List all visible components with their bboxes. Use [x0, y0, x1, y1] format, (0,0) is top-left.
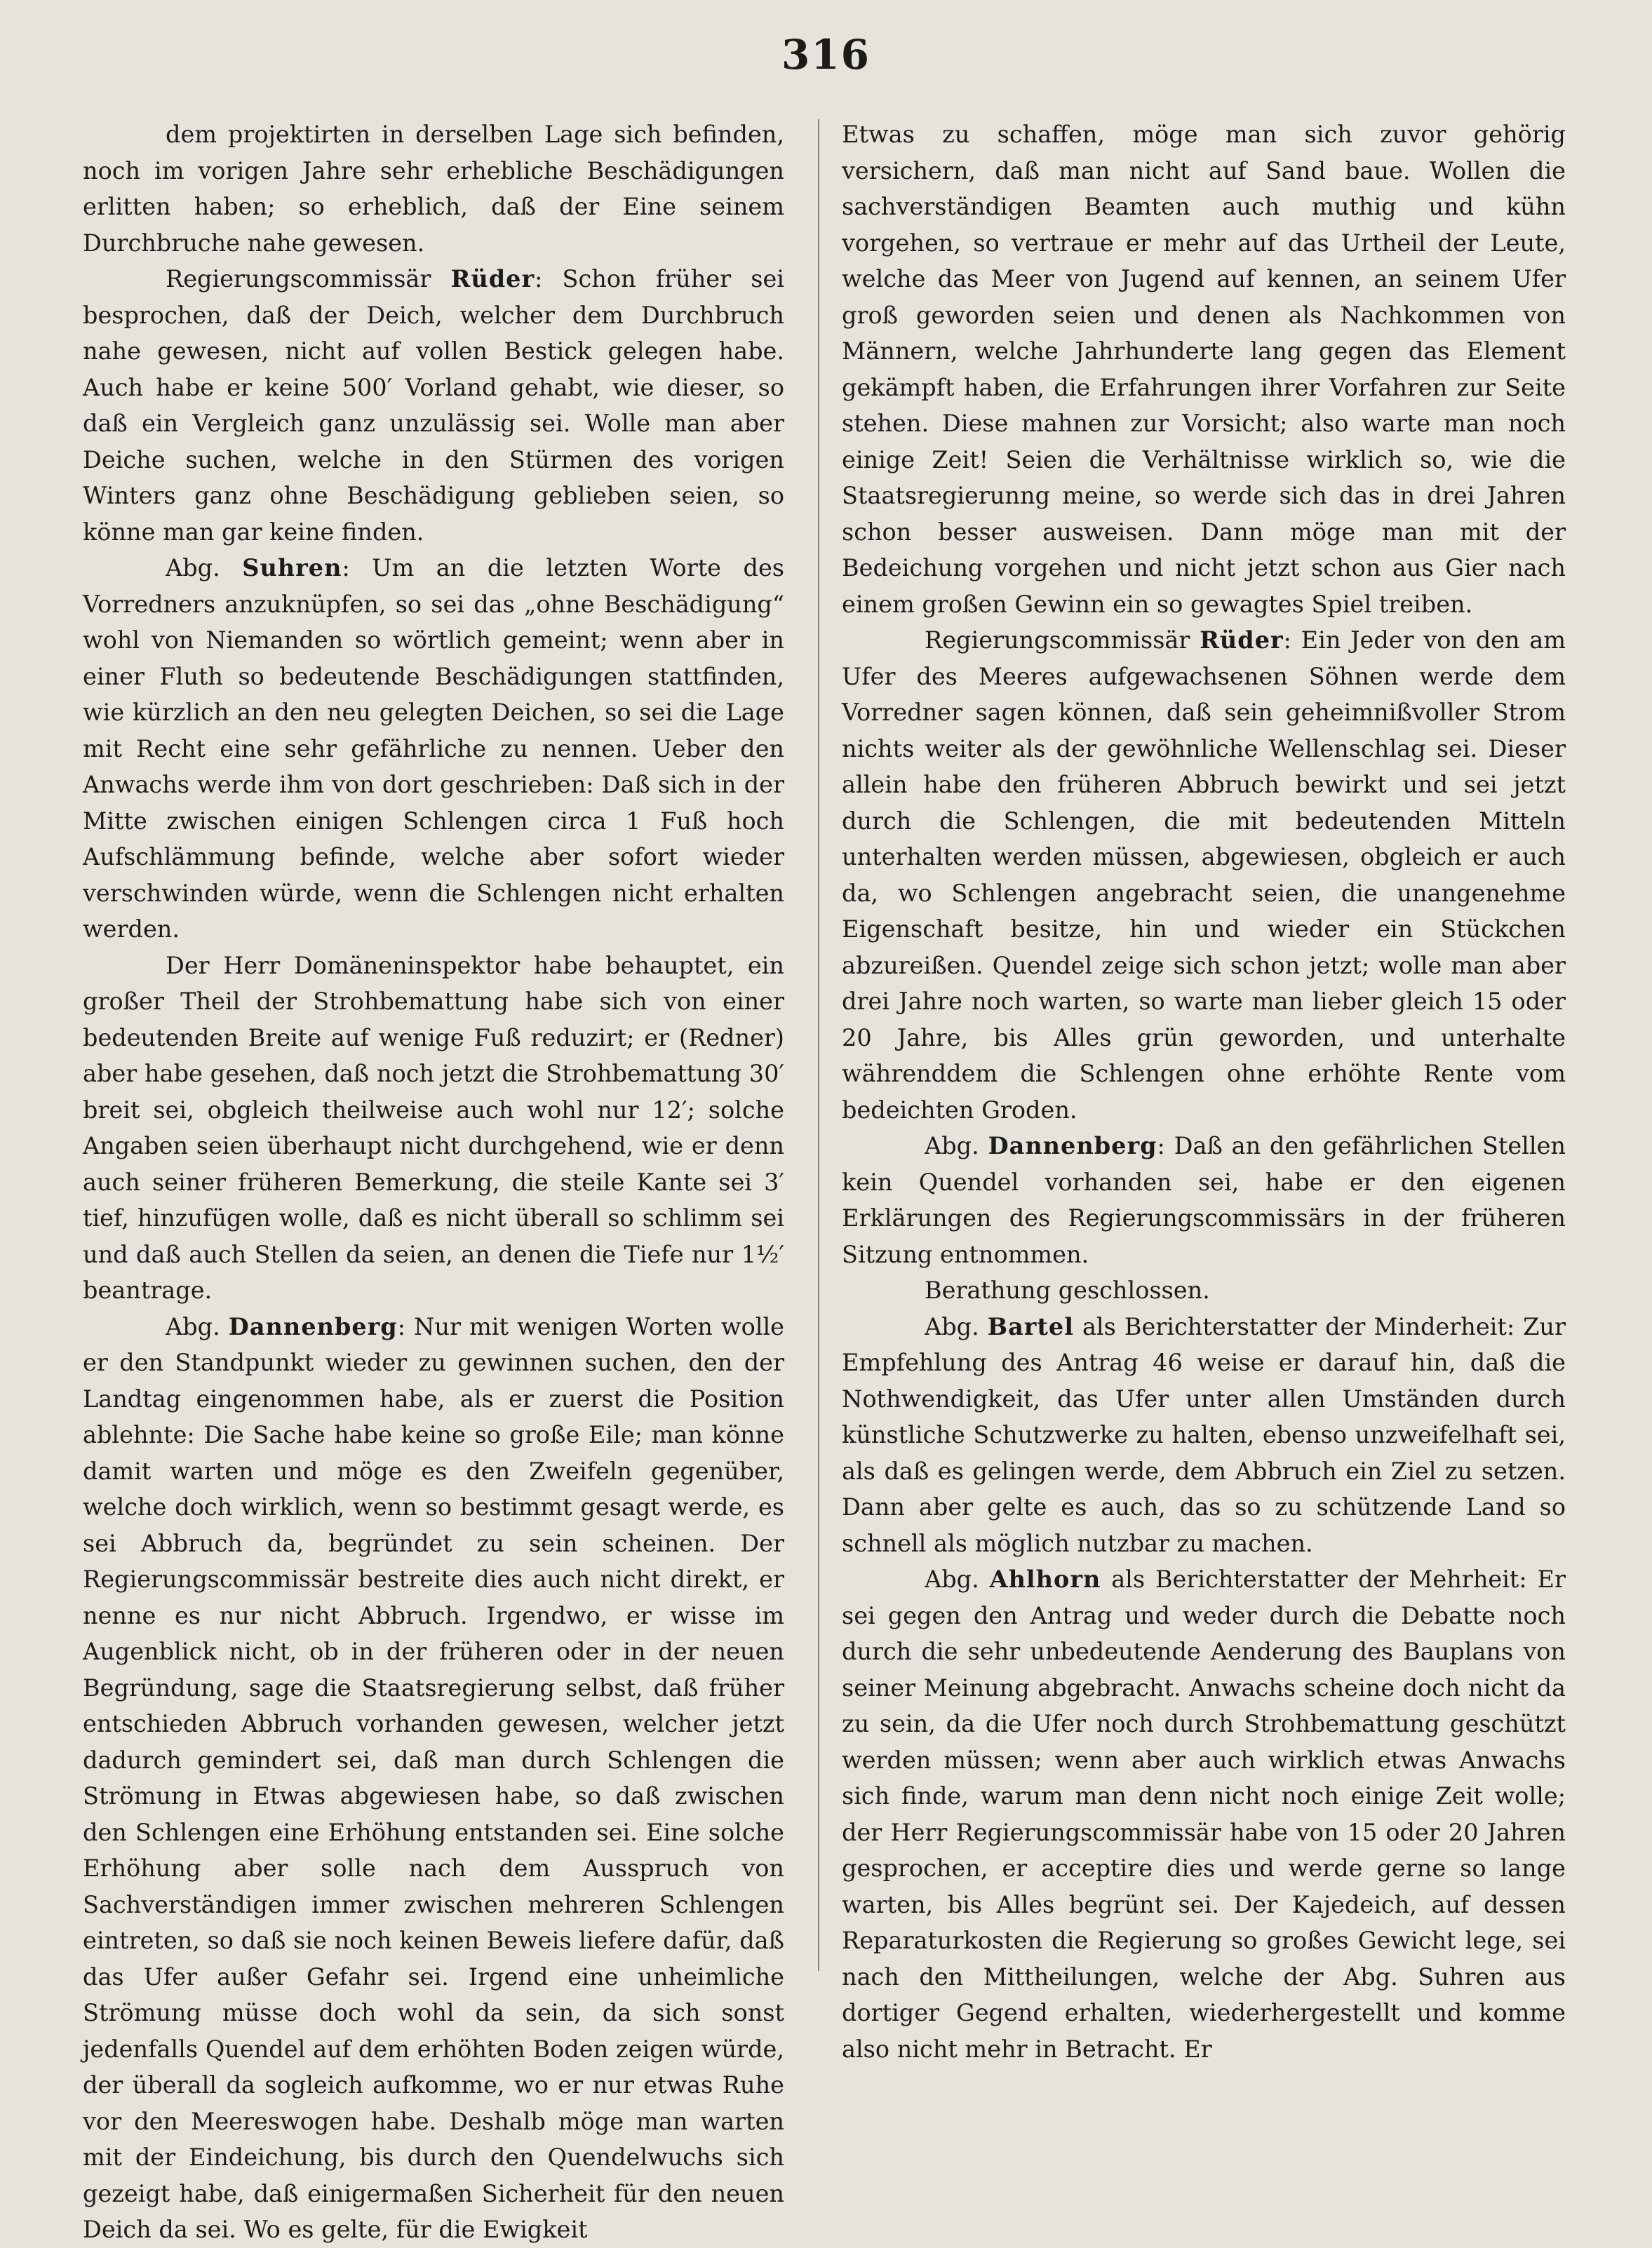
speaker-name: Ahlhorn — [989, 1566, 1101, 1593]
paragraph-text: Etwas zu schaffen, möge man sich zuvor gehörig versichern, daß man nicht auf Sand baue. Wollen die sachverständigen Beamten auch muthig und kühn vorgehen, so vertraue er mehr auf das Urtheil der Leute, welche das Meer von Jugend auf kennen, an seinem Ufer groß geworden seien und denen als Nachkommen von Männern, welche Jahrhunderte lang gegen das Element gekämpft haben, die Erfahrungen ihrer Vorfahren zur Seite stehen. Diese mahnen zur Vorsicht; also warte man noch einige Zeit! Seien die Verhältnisse wirklich so, wie die Staatsregierunng meine, so werde sich das in drei Jahren schon besser ausweisen. Dann möge man mit der Bedeichung vorgehen und nicht jetzt schon aus Gier nach einem großen Gewinn ein so gewagtes Spiel treiben. — [842, 121, 1566, 618]
paragraph-text: Der Herr Domäneninspektor habe behauptet, ein großer Theil der Strohbemattung habe sich von einer bedeutenden Breite auf wenige Fuß reduzirt; er (Redner) aber habe gesehen, daß noch jetzt die Strohbemattung 30′ breit sei, obgleich theilweise auch wohl nur 12′; solche Angaben seien überhaupt nicht durchgehend, wie er denn auch seiner früheren Bemerkung, die steile Kante sei 3′ tief, hinzufügen wolle, daß es nicht überall so schlimm sei und daß auch Stellen da seien, an denen die Tiefe nur 1½′ beantrage. — [83, 951, 784, 1304]
paragraph-text: : Nur mit wenigen Worten wolle er den Standpunkt wieder zu gewinnen suchen, den der Landtag eingenommen habe, als er zuerst die Position ablehnte: Die Sache habe keine so große Eile; man könne damit warten und möge es den Zweifeln gegenüber, welche doch wirklich, wenn so bestimmt gesagt werde, es sei Abbruch da, begründet zu sein scheinen. Der Regierungscommissär bestreite dies auch nicht direkt, er nenne es nur nicht Abbruch. Irgendwo, er wisse im Augenblick nicht, ob in der früheren oder in der neuen Begründung, sage die Staatsregierung selbst, daß früher entschieden Abbruch vorhanden gewesen, welcher jetzt dadurch gemindert sei, daß man durch Schlengen die Strömung in Etwas abgewiesen habe, so daß zwischen den Schlengen eine Erhöhung entstanden sei. Eine solche Erhöhung aber solle nach dem Ausspruch von Sachverständigen immer zwischen mehreren Schlengen eintreten, so daß sie noch keinen Beweis liefere dafür, daß das Ufer außer Gefahr sei. Irgend eine unheimliche Strömung müsse doch wohl da sein, da sich sonst jedenfalls Quendel auf dem erhöhten Boden zeigen würde, der überall da sogleich aufkomme, wo er nur etwas Ruhe vor den Meereswogen habe. Deshalb möge man warten mit der Eindeichung, bis durch den Quendelwuchs sich gezeigt habe, daß einigermaßen Sicherheit für den neuen Deich da sei. Wo es gelte, für die Ewigkeit — [83, 1312, 784, 2243]
speaker-name: Dannenberg — [228, 1312, 398, 1340]
paragraph — [83, 116, 784, 261]
left-column — [83, 116, 784, 2243]
speaker-name: Rüder — [1200, 626, 1284, 654]
column-divider — [818, 119, 819, 1971]
right-column — [842, 116, 1566, 2073]
paragraph-text: : Ein Jeder von den am Ufer des Meeres aufgewachsenen Söhnen werde dem Vorredner sagen können, daß sein geheimnißvoller Strom nichts weiter als der gewöhnliche Wellenschlag sei. Dieser allein habe den früheren Abbruch bewirkt und sei jetzt durch die Schlengen, die mit bedeutenden Mitteln unterhalten werden müssen, abgewiesen, obgleich er auch da, wo Schlengen angebracht seien, die unangenehme Eigenschaft besitze, hin und wieder ein Stückchen abzureißen. Quendel zeige sich schon jetzt; wolle man aber drei Jahre noch warten, so warte man lieber gleich 15 oder 20 Jahre, bis Alles grün geworden, und unterhalte währenddem die Schlengen ohne erhöhte Rente vom bedeichten Groden. — [842, 626, 1566, 1124]
paragraph-text: : Um an die letzten Worte des Vorredners anzuknüpfen, so sei das „ohne Beschädigung“ wohl von Niemanden so wörtlich gemeint; wenn aber in einer Fluth so bedeutende Beschädigungen stattfinden, wie kürzlich an den neu gelegten Deichen, so sei die Lage mit Recht eine sehr gefährliche zu nennen. Ueber den Anwachs werde ihm von dort geschrieben: Daß sich in der Mitte zwischen einigen Schlengen circa 1 Fuß hoch Aufschlämmung befinde, welche aber sofort wieder verschwinden würde, wenn die Schlengen nicht erhalten werden. — [83, 554, 784, 943]
paragraph-text: Berathung geschlossen. — [925, 1277, 1210, 1304]
paragraph-text: Regierungscommissär — [166, 265, 451, 292]
paragraph-text: Abg. — [925, 1566, 990, 1593]
page-number: 316 — [781, 31, 871, 79]
paragraph — [842, 1309, 1566, 1562]
paragraph — [842, 1561, 1566, 2067]
paragraph-text: als Berichterstatter der Mehrheit: Er sei gegen den Antrag und weder durch die Debatte noch durch die sehr unbedeutende Aenderung des Bauplans von seiner Meinung abgebracht. Anwachs scheine doch nicht da zu sein, da die Ufer noch durch Strohbemattung geschützt werden müssen; wenn aber auch wirklich etwas Anwachs sich finde, warum man denn nicht noch einige Zeit wolle; der Herr Regierungscommissär habe von 15 oder 20 Jahren gesprochen, er acceptire dies und werde gerne so lange warten, bis Alles begrünt sei. Der Kajedeich, auf dessen Reparaturkosten die Regierung so großes Gewicht lege, sei nach den Mittheilungen, welche der Abg. Suhren aus dortiger Gegend erhalten, wiederhergestellt und komme also nicht mehr in Betracht. Er — [842, 1566, 1566, 2063]
paragraph-text: Abg. — [166, 554, 243, 581]
paragraph-text: : Daß an den gefährlichen Stellen kein Quendel vorhanden sei, habe er den eigenen Erklärungen des Regierungscommissärs in der früheren Sitzung entnommen. — [842, 1132, 1566, 1268]
paragraph — [842, 116, 1566, 622]
paragraph-text: als Berichterstatter der Minderheit: Zur Empfehlung des Antrag 46 weise er darauf hin, daß die Nothwendigkeit, das Ufer unter allen Umständen durch künstliche Schutzwerke zu halten, ebenso unzweifelhaft sei, als daß es gelingen werde, dem Abbruch ein Ziel zu setzen. Dann aber gelte es auch, das so zu schützende Land so schnell als möglich nutzbar zu machen. — [842, 1312, 1566, 1557]
paragraph-text: dem projektirten in derselben Lage sich befinden, noch im vorigen Jahre sehr erhebliche Beschädigungen erlitten haben; so erheblich, daß der Eine seinem Durchbruche nahe gewesen. — [83, 121, 784, 257]
paragraph — [842, 1128, 1566, 1272]
paragraph-text: Abg. — [166, 1312, 229, 1340]
speaker-name: Rüder — [450, 265, 535, 292]
paragraph — [83, 948, 784, 1309]
paragraph-text: : Schon früher sei besprochen, daß der Deich, welcher dem Durchbruch nahe gewesen, nicht auf vollen Bestick gelegen habe. Auch habe er keine 500′ Vorland gehabt, wie dieser, so daß ein Vergleich ganz unzulässig sei. Wolle man aber Deiche suchen, welche in den Stürmen des vorigen Winters ganz ohne Beschädigung geblieben seien, so könne man gar keine finden. — [83, 265, 784, 546]
paragraph — [842, 622, 1566, 1128]
speaker-name: Bartel — [987, 1312, 1074, 1340]
paragraph-text: Abg. — [925, 1312, 988, 1340]
paragraph-text: Regierungscommissär — [925, 626, 1200, 654]
paragraph — [842, 1272, 1566, 1309]
speaker-name: Suhren — [242, 554, 342, 581]
paragraph-text: Abg. — [925, 1132, 988, 1159]
paragraph — [83, 261, 784, 550]
paragraph — [83, 550, 784, 948]
paragraph — [83, 1309, 784, 2248]
speaker-name: Dannenberg — [988, 1132, 1157, 1159]
